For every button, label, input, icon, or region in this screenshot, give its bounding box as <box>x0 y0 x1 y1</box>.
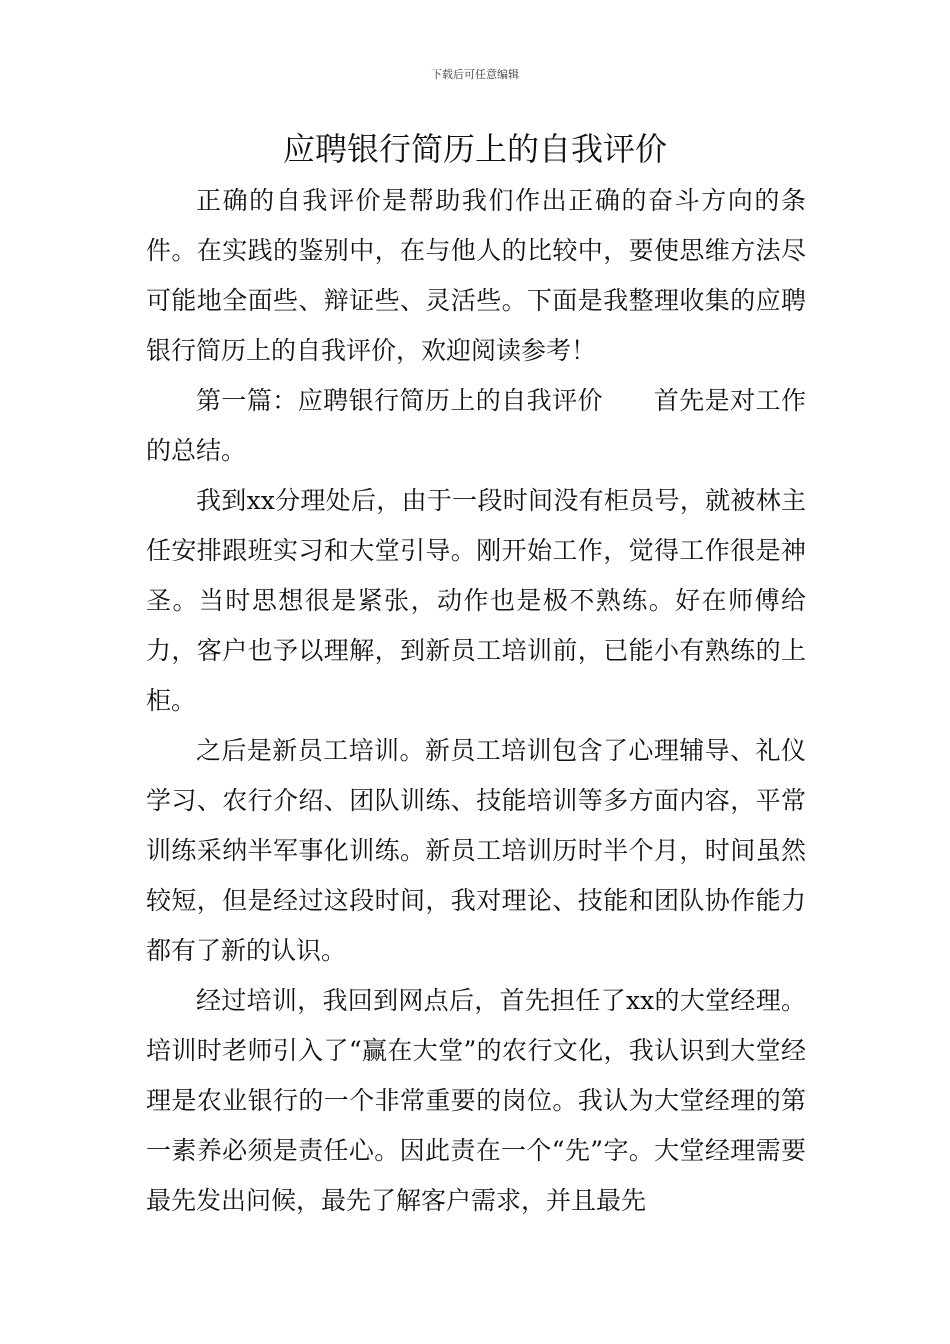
document-body <box>146 176 806 1226</box>
paragraph-training: 之后是新员工培训。新员工培训包含了心理辅导、礼仪学习、农行介绍、团队训练、技能培训等多方面内容，平常训练采纳半军事化训练。新员工培训历时半个月，时间虽然较短，但是经过这段时间，我对理论、技能和团队协作能力都有了新的认识。 <box>146 736 806 965</box>
paragraph-work-start: 我到xx分理处后，由于一段时间没有柜员号，就被林主任安排跟班实习和大堂引导。刚开始工作，觉得工作很是神圣。当时思想很是紧张，动作也是极不熟练。好在师傅给力，客户也予以理解，到新员工培训前，已能小有熟练的上柜。 <box>146 486 806 715</box>
document-title: 应聘银行简历上的自我评价 <box>282 130 667 168</box>
paragraph-section-heading: 第一篇：应聘银行简历上的自我评价 首先是对工作的总结。 <box>146 386 806 465</box>
paragraph-intro: 正确的自我评价是帮助我们作出正确的奋斗方向的条件。在实践的鉴别中，在与他人的比较中，要使思维方法尽可能地全面些、辩证些、灵活些。下面是我整理收集的应聘银行简历上的自我评价，欢迎阅读参考！ <box>146 186 806 365</box>
paragraph-lobby-manager: 经过培训，我回到网点后，首先担任了xx的大堂经理。培训时老师引入了“赢在大堂”的农行文化，我认识到大堂经理是农业银行的一个非常重要的岗位。我认为大堂经理的第一素养必须是责任心。因此责在一个“先”字。大堂经理需要最先发出问候，最先了解客户需求，并且最先 <box>146 986 806 1215</box>
header-note: 下载后可任意编辑 <box>431 68 519 81</box>
